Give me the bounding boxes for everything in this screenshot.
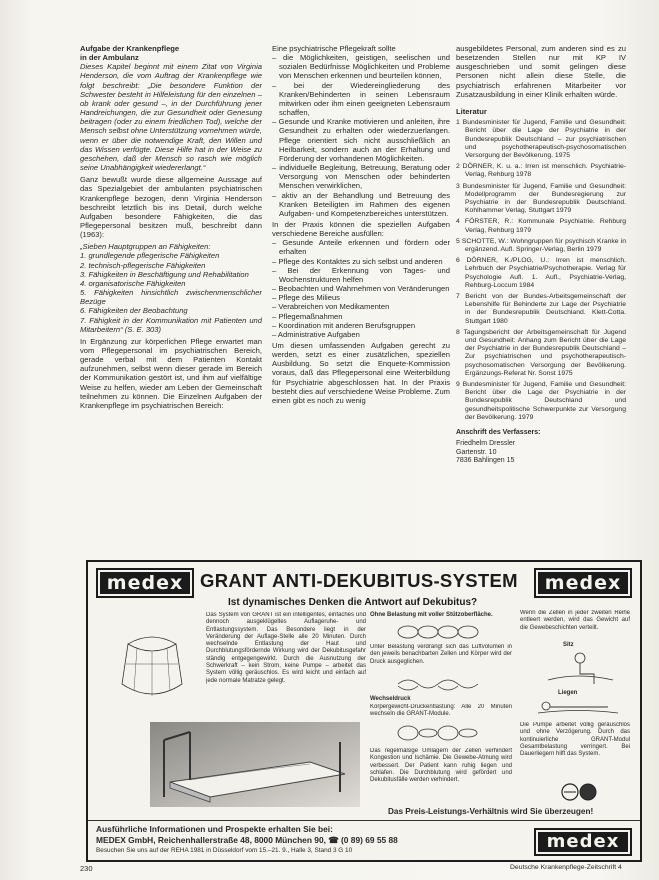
list-item: – aktiv an der Behandlung und Betreuung des Kranken Beteiligten im Rahmen des eigenen Aufgaben- und Kompetenzbereiches unterstützen. bbox=[272, 190, 450, 218]
text-column-3 bbox=[456, 44, 626, 569]
list-item: – bei der Wiedereingliederung des Kranken/Behinderten in seinen Lebensraum mitwirken oder ihm einen geeigneten Lebensraum schaffen, bbox=[272, 80, 450, 118]
cells-diagram-load bbox=[388, 674, 488, 692]
list-item: – Gesunde Anteile erkennen und fördern oder erhalten bbox=[272, 238, 450, 257]
ad-title: GRANT ANTI-DEKUBITUS-SYSTEM bbox=[200, 570, 518, 591]
ad-text-alternating: Körpergewicht-Druckentlastung: Alle 20 Minuten wechseln die GRANT-Module. bbox=[370, 704, 512, 718]
caption-alternating: Wechseldruck bbox=[370, 696, 411, 702]
list-intro: „Sieben Hauptgruppen an Fähigkeiten: bbox=[80, 242, 211, 252]
literature-list bbox=[456, 119, 626, 422]
list-item: – Administrative Aufgaben bbox=[272, 329, 360, 339]
reference-item: 4 FÖRSTER, R.: Kommunale Psychiatrie. Rehburg Verlag, Rehburg 1979 bbox=[456, 218, 626, 234]
text-column-2 bbox=[272, 44, 450, 569]
divider bbox=[88, 820, 640, 821]
caption-no-load: Ohne Belastung mit voller Stützoberfläche. bbox=[370, 612, 493, 618]
list-item: – Koordination mit anderen Berufsgruppen bbox=[272, 320, 416, 330]
ad-text-load: Unter Belastung verdrängt sich das Luftvolumen in den jeweils benachbarten Zellen und Körper wird der Druck ausgeglichen. bbox=[370, 644, 512, 665]
author-line: 7836 Bahlingen 15 bbox=[456, 456, 515, 464]
info-line-3: Besuchen Sie uns auf der REHA 1981 in Düsseldorf vom 15.–21. 9., Halle 3, Stand 3 G 10 bbox=[96, 847, 353, 854]
reha-fair-icon bbox=[558, 782, 602, 802]
skills-list bbox=[80, 251, 262, 333]
areas-list bbox=[272, 238, 450, 339]
list-item: – die Möglichkeiten, geistigen, seelischen und sozialen Bedürfnisse Möglichkeiten und Probleme von Menschen erkennen und beurteilen können, bbox=[272, 53, 450, 81]
list-item: 2. technisch-pflegerische Fähigkeiten bbox=[80, 260, 206, 270]
list-item: – Verabreichen von Medikamenten bbox=[272, 302, 390, 312]
list-item: 7. Fähigkeit in der Kommunikation mit Patienten und Mitarbeitern“ (S. E. 303) bbox=[80, 315, 262, 334]
paragraph: ausgebildetes Personal, zum anderen sind es zu besetzenden Stellen nur mit KP IV ausgeschrieben und somit gelingen diese Personen nicht allein diese Stelle, die psychiatrisch erfahrenen Mitarbeiter vor Zusatzausbildung in einer Klinik erhalten würde. bbox=[456, 44, 626, 99]
journal-name: Deutsche Krankenpflege-Zeitschrift 4 bbox=[510, 864, 622, 871]
reference-item: 3 Bundesminister für Jugend, Familie und Gesundheit: Modellprogramm der Bundesregierung zur Psychiatrie in der Bundesrepublik Deutschland. Kohlhammer Verlag, Stuttgart 1979 bbox=[456, 182, 626, 215]
reference-item: 2 DÖRNER, K. u. a.: Irren ist menschlich. Psychiatrie-Verlag, Rehburg 1978 bbox=[456, 163, 626, 179]
reference-item: 9 Bundesminister für Jugend, Familie und Gesundheit: Bericht über die Lage der Psychiatrie in der Bundesrepublik Deutschland und gesundheitspolitische Schwerpunkte zur Versorgung der Bevölkerung. 1979 bbox=[456, 380, 626, 421]
paragraph: In der Praxis können die speziellen Aufgaben verschiedene Bereiche ausfüllen: bbox=[272, 219, 450, 239]
list-item: 5. Fähigkeiten hinsichtlich zwischenmenschlicher Bezüge bbox=[80, 288, 262, 307]
list-item: 4. organisatorische Fähigkeiten bbox=[80, 278, 186, 288]
list-item: – Pflege des Milieus bbox=[272, 293, 340, 303]
paragraph: In Ergänzung zur körperlichen Pflege erwartet man vom Pflegepersonal im psychiatrischen Bereich, gerade verbal mit dem Patienten Kontakt aufzunehmen, selbst wenn dieser gerade im Bereich der Kommunikation gestört ist, und ihm auf vielfältige Weise zu helfen, wieder am Leben der Gemeinschaft teilnehmen zu können. Die Einzelnen Aufgaben der Krankenpflege im psychiatrischen Bereich: bbox=[80, 336, 262, 410]
info-line-2: MEDEX GmbH, Reichenhallerstraße 48, 8000 München 90, ☎ (0 89) 69 55 88 bbox=[96, 835, 398, 845]
medex-logo: medex bbox=[534, 828, 632, 856]
ad-text-pump: Die Pumpe arbeitet völlig geräuschlos und ohne Verzögerung. Durch das kontinuierliche GRANT-Modul Gesamtbelastung verringert. Bei Dauerliegern hilft das System. bbox=[520, 722, 630, 758]
bed-photo bbox=[150, 722, 360, 807]
reference-item: 6 DÖRNER, K./PLOG, U.: Irren ist menschlich. Lehrbuch der Psychiatrie/Psychotherapie. Verlag für Psychologie Aufl. 1. Aufl., Psychiatrie-Verlag, Rehburg-Loccum 1984 bbox=[456, 257, 626, 289]
page-number: 230 bbox=[80, 864, 93, 873]
medex-logo: medex bbox=[96, 568, 194, 598]
medex-advertisement bbox=[86, 560, 642, 862]
paragraph: Ganz bewußt wurde diese allgemeine Aussage auf das Spezialgebiet der ambulanten psychiatrischen Krankenpflege bezogen, denn Virginia Henderson beschreibt letztlich bis ins Detail, durch welche Aufgaben besondere Fähigkeiten, die das Pflegepersonal besitzen muß, beschreibt dann (1963): bbox=[80, 175, 262, 240]
info-line-1: Ausführliche Informationen und Prospekte erhalten Sie bei: bbox=[96, 824, 333, 834]
paragraph: Dieses Kapitel beginnt mit einem Zitat von Virginia Henderson, die vom Auftrag der Krankenpflege wie folgt beschreibt: „Die besondere Funktion der Schwester besteht in Hilfeleistung für den einzelnen – ob krank oder gesund –, in der Durchführung jener Handreichungen, die zur Gesundheit oder Genesung beitragen (oder zu einem friedlichen Tod), welche der Mensch selbst ohne Unterstützung vornehmen würde, wenn er über die notwendige Kraft, den Willen und das Wissen verfügte. Diese Hilfe hat in der Weise zu geschehen, daß der Mensch so rasch wie möglich seine Unabhängigkeit wiedererlangt.“ bbox=[80, 62, 262, 173]
text-column-1 bbox=[80, 44, 262, 569]
author-address bbox=[456, 440, 626, 465]
ad-slogan: Das Preis-Leistungs-Verhältnis wird Sie überzeugen! bbox=[388, 807, 594, 816]
paragraph: Eine psychiatrische Pflegekraft sollte bbox=[272, 44, 396, 53]
ad-text-cells: Wenn die Zellen in jeder zweiten Reihe entleert werden, wird das Gewicht auf die Gewebeschichten verteilt. bbox=[520, 610, 630, 631]
label-liegen: Liegen bbox=[558, 690, 578, 696]
literature-heading: Literatur bbox=[456, 106, 487, 116]
list-item: 6. Fähigkeiten der Beobachtung bbox=[80, 306, 188, 316]
reference-item: 8 Tagungsbericht der Arbeitsgemeinschaft für Jugend und Gesundheit: Anhang zum Bericht über die Lage der Psychiatrie in der Bundesrepublik Deutschland – Zur psychiatrischen und psychotherapeutisch-psychosomatischen Versorgung der Bevölkerung. Ergänzungs-Referat Nr. Sonst 1975 bbox=[456, 328, 626, 377]
reference-item: 7 Bericht von der Bundes-Arbeitsgemeinschaft der Lebenshilfe für Behinderte zur Lage der Psychiatrie in der Bundesrepublik Deutschland. Klett-Cotta. Stuttgart 1980 bbox=[456, 292, 626, 325]
list-item: – individuelle Begleitung, Betreuung, Beratung oder Versorgung von Menschen oder behinderten Menschen verwirklichen, bbox=[272, 163, 450, 191]
author-heading: Anschrift des Verfassers: bbox=[456, 429, 541, 436]
list-item: – Bei der Erkennung von Tages- und Wochenstrukturen helfen bbox=[272, 265, 450, 284]
section-heading: Aufgabe der Krankenpflege bbox=[80, 44, 180, 53]
list-item: 1. grundlegende pflegerische Fähigkeiten bbox=[80, 251, 220, 261]
list-item: – Gesunde und Kranke motivieren und anleiten, ihre Gesundheit zu erhalten oder wiederzuerlangen. Pflege orientiert sich nicht ausschließlich an Heilbarkeit, sondern auch an der Erhaltung und Förderung der vorhandenen Möglichkeiten. bbox=[272, 117, 450, 163]
reference-item: 5 SCHOTTE, W.: Wohngruppen für psychisch Kranke in ergänzend. Aufl. Springer-Verlag, Berlin 1979 bbox=[456, 237, 626, 253]
list-item: – Pflegemaßnahmen bbox=[272, 311, 343, 321]
section-subheading: in der Ambulanz bbox=[80, 53, 139, 63]
lying-figure-icon bbox=[528, 698, 628, 718]
list-item: 3. Fähigkeiten in Beschäftigung und Rehabilitation bbox=[80, 269, 249, 279]
ad-text-benefits: Das regelmäßige Umlagern der Zellen verhindert Kongestion und Ischämie. Die Gewebe-Atmung wird verbessert. Der Patient kann ruhig liegen und schlafen. Die Durchblutung wird gefördert und Dekubitusfälle werden verhindert. bbox=[370, 748, 512, 784]
label-sitz: Sitz bbox=[563, 642, 574, 648]
cells-diagram-alternating bbox=[388, 722, 488, 744]
ad-subtitle: Ist dynamisches Denken die Antwort auf Dekubitus? bbox=[228, 597, 478, 608]
author-line: Gartenstr. 10 bbox=[456, 448, 497, 456]
tasks-list bbox=[272, 53, 450, 218]
ad-description: Das System von GRANT ist ein intelligentes, einfaches und dennoch ausgeklügeltes Auflageruhe- und Entlastungssystem. Das Besondere liegt in der Veränderung der Auflage-Stelle alle 20 Minuten. Durch wechselnde Entlastung der Haut und Durchblutungsfördernde Wirkung wird der Dekubitusgefahr ständig entgegengewirkt. Durch die Ausnutzung der Schwerkraft – kein Strom, keine Pumpe – arbeitet das System völlig geräuschlos. Es wird leicht und einfach auf jede normale Matratze gelegt. bbox=[206, 612, 366, 684]
list-item: – Pflege des Kontaktes zu sich selbst und anderen bbox=[272, 256, 443, 266]
medex-logo: medex bbox=[534, 568, 632, 598]
list-item: – Beobachten und Wahrnehmen von Veränderungen bbox=[272, 284, 450, 294]
cushion-illustration bbox=[102, 614, 202, 709]
reference-item: 1 Bundesminister für Jugend, Familie und Gesundheit: Bericht über die Lage der Psychiatrie in der Bundesrepublik Deutschland – zur psychiatrischen und psychotherapeutisch-psychosomatischen Versorgung der Bevölkerung. 1975 bbox=[456, 119, 626, 159]
cells-diagram-no-load bbox=[388, 624, 488, 640]
sitting-figure-icon bbox=[528, 650, 628, 686]
paragraph: Um diesen umfassenden Aufgaben gerecht zu werden, setzt es einer zusätzlichen, speziellen Ausbildung. So setzt die Enquete-Kommission voraus, daß das Pflegepersonal eine Weiterbildung für Psychiatrie abgeschlossen hat. In der Praxis besteht dies auf verschiedene Weise Probleme. Zum einen gibt es noch zu wenig bbox=[272, 341, 450, 405]
author-line: Friedhelm Dressler bbox=[456, 440, 516, 448]
